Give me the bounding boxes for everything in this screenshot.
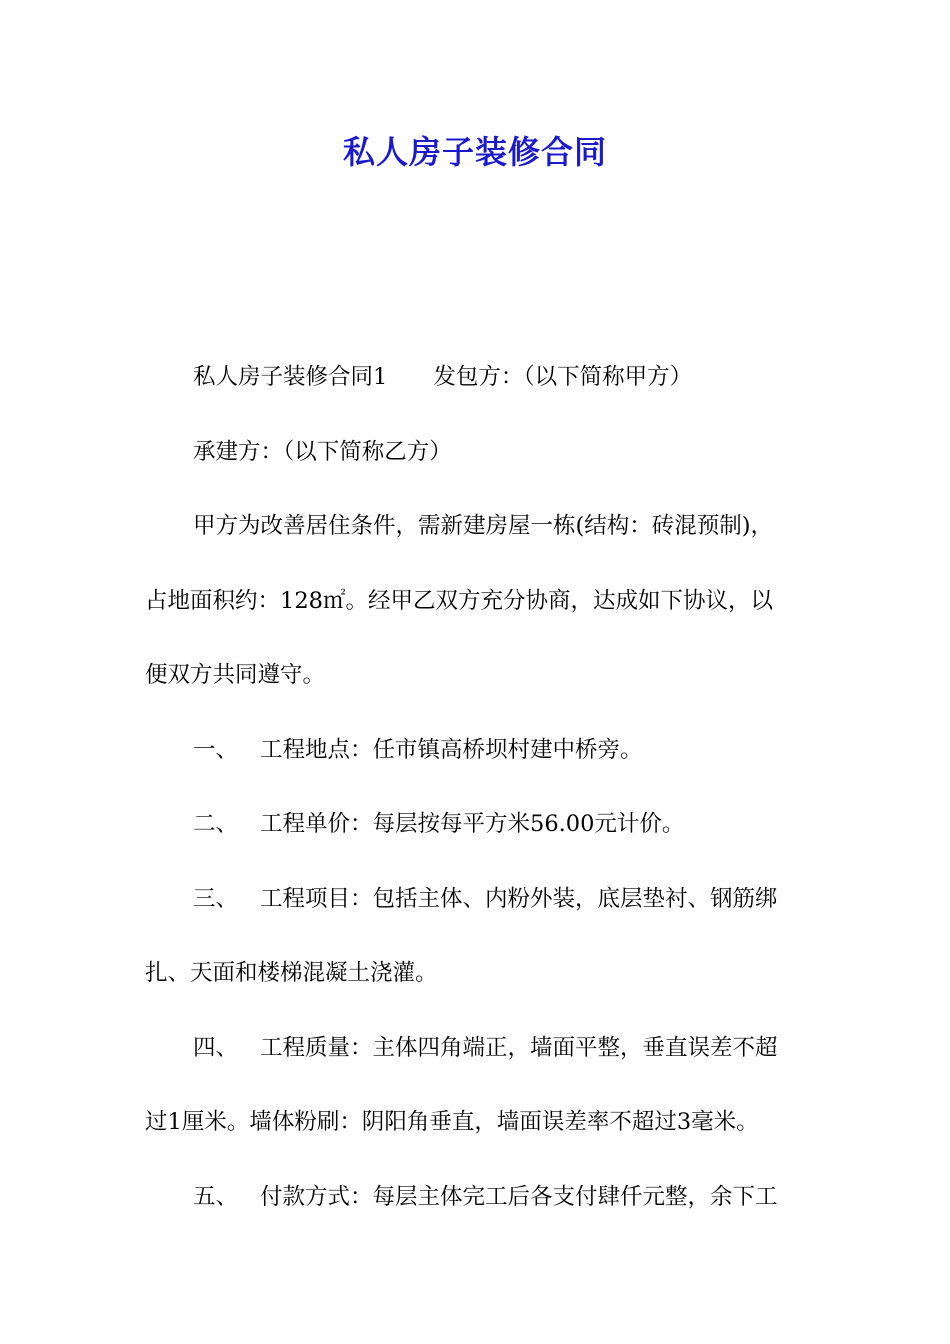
clause-4	[145, 1011, 815, 1086]
contractor-line: 承建方：（以下简称乙方）	[193, 438, 452, 465]
clause-number: 一、	[193, 736, 239, 763]
document-body	[145, 340, 815, 1234]
clause-number: 二、	[193, 811, 239, 837]
employer-label: 发包方：（以下简称甲方）	[433, 364, 693, 390]
intro-line-2: 占地面积约：128㎡。经甲乙双方充分协商，达成如下协议，以	[145, 587, 773, 614]
clause-number: 三、	[193, 885, 239, 912]
clause-1	[145, 713, 815, 788]
clause-text: 工程单价：每层按每平方米56.00元计价。	[260, 811, 685, 837]
header-line	[145, 340, 815, 415]
clause-5	[145, 1160, 815, 1235]
clause-text: 工程地点：任市镇高桥坝村建中桥旁。	[260, 736, 643, 763]
clause-3-continued: 扎、天面和楼梯混凝土浇灌。	[145, 960, 438, 986]
document-title: 私人房子装修合同	[342, 133, 607, 171]
clause-3	[145, 862, 815, 937]
clause-2	[145, 787, 815, 862]
contract-name: 私人房子装修合同1	[193, 364, 388, 390]
clause-text: 付款方式：每层主体完工后各支付肆仟元整，余下工	[260, 1183, 778, 1210]
clause-4-continued: 过1厘米。墙体粉刷：阴阳角垂直，墙面误差率不超过3毫米。	[145, 1109, 759, 1135]
clause-number: 五、	[193, 1183, 239, 1210]
clause-number: 四、	[193, 1034, 239, 1061]
clause-text: 工程质量：主体四角端正，墙面平整，垂直误差不超	[260, 1034, 778, 1061]
intro-line-1: 甲方为改善居住条件，需新建房屋一栋(结构：砖混预制)，	[193, 513, 774, 539]
intro-line-3: 便双方共同遵守。	[145, 662, 326, 688]
clause-text: 工程项目：包括主体、内粉外装，底层垫衬、钢筋绑	[260, 885, 778, 912]
